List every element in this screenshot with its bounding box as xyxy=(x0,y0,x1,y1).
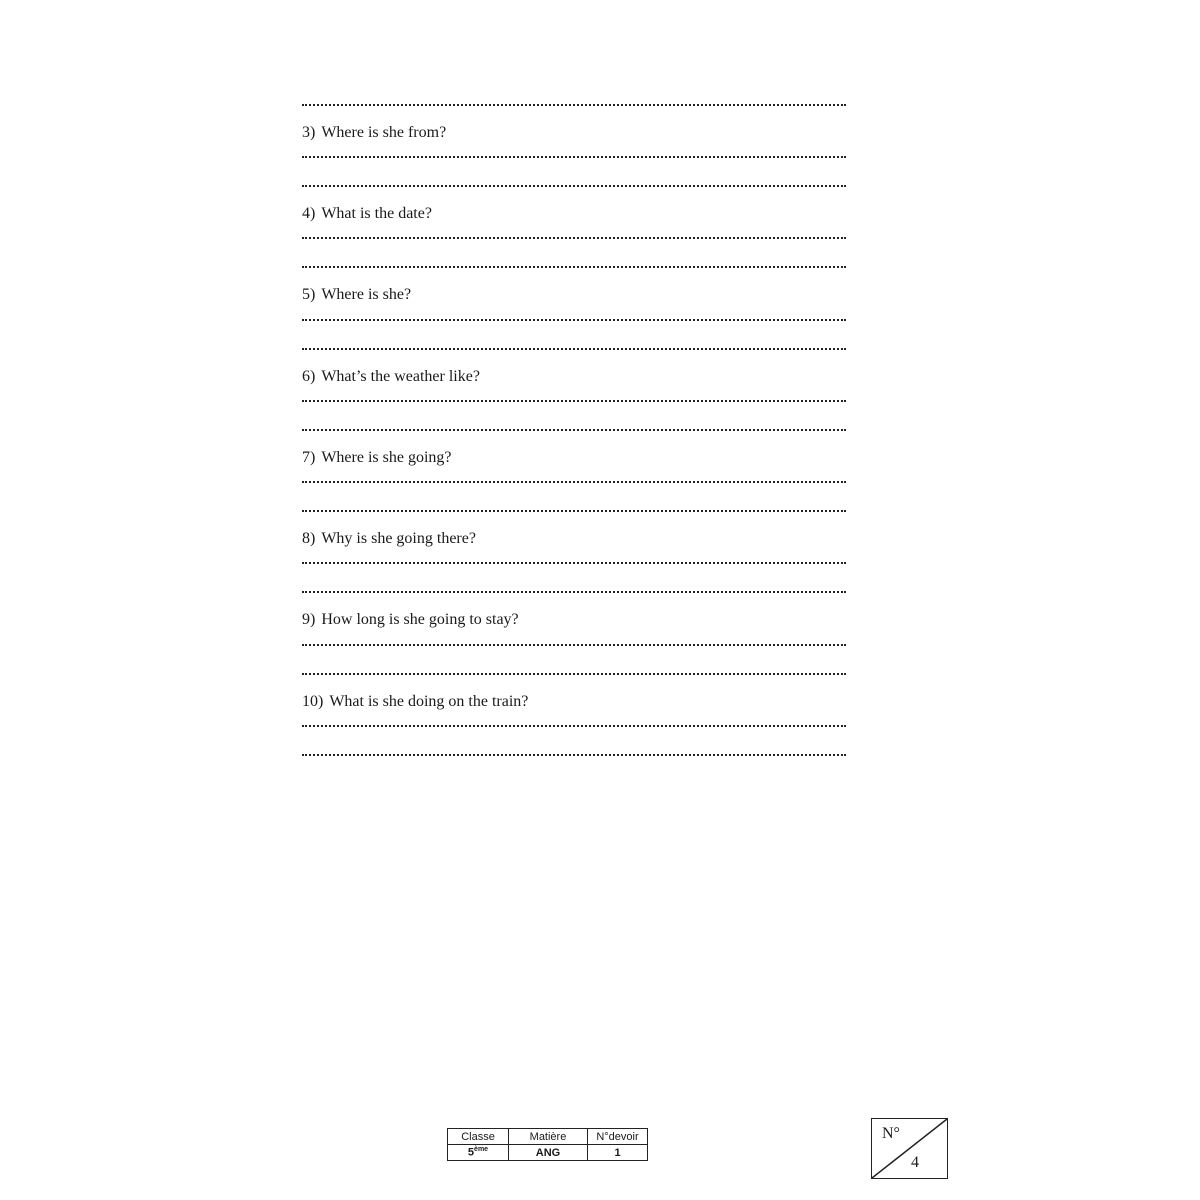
question-9 xyxy=(302,610,519,630)
question-number: 4) xyxy=(302,205,316,222)
header-devoir: N°devoir xyxy=(588,1129,648,1145)
number-value: 4 xyxy=(911,1154,919,1171)
devoir-cell: 1 xyxy=(588,1145,648,1161)
answer-line xyxy=(302,591,846,593)
question-text: Why is she going there? xyxy=(321,530,476,547)
question-number: 3) xyxy=(302,124,316,141)
answer-line xyxy=(302,185,846,187)
answer-line xyxy=(302,319,846,321)
answer-line xyxy=(302,400,846,402)
answer-line xyxy=(302,266,846,268)
question-number: 6) xyxy=(302,368,316,385)
answer-line xyxy=(302,673,846,675)
classe-value: 5 xyxy=(467,1146,475,1159)
question-text: Where is she from? xyxy=(321,124,447,141)
number-label: N° xyxy=(882,1125,900,1142)
table-header-row xyxy=(448,1129,648,1145)
matiere-cell: ANG xyxy=(509,1145,588,1161)
answer-line xyxy=(302,562,846,564)
answer-line xyxy=(302,104,846,106)
question-3 xyxy=(302,123,446,143)
question-number: 8) xyxy=(302,530,316,547)
header-classe: Classe xyxy=(448,1129,509,1145)
question-text: What’s the weather like? xyxy=(321,368,480,385)
answer-line xyxy=(302,725,846,727)
answer-line xyxy=(302,754,846,756)
question-number: 10) xyxy=(302,693,324,710)
question-4 xyxy=(302,204,432,224)
question-8 xyxy=(302,529,476,549)
question-text: Where is she? xyxy=(321,286,412,303)
answer-line xyxy=(302,237,846,239)
question-text: Where is she going? xyxy=(321,449,452,466)
page-number-box xyxy=(871,1118,948,1179)
table-row xyxy=(448,1145,648,1161)
answer-line xyxy=(302,156,846,158)
question-text: What is the date? xyxy=(321,205,432,222)
assignment-info-table xyxy=(447,1128,648,1161)
answer-line xyxy=(302,481,846,483)
question-number: 9) xyxy=(302,611,316,628)
answer-line xyxy=(302,348,846,350)
question-number: 5) xyxy=(302,286,316,303)
classe-superscript: ème xyxy=(474,1146,489,1154)
question-7 xyxy=(302,448,452,468)
question-number: 7) xyxy=(302,449,316,466)
question-text: How long is she going to stay? xyxy=(321,611,519,628)
answer-line xyxy=(302,644,846,646)
answer-line xyxy=(302,510,846,512)
question-5 xyxy=(302,285,411,305)
answer-line xyxy=(302,429,846,431)
header-matiere: Matière xyxy=(509,1129,588,1145)
question-6 xyxy=(302,367,480,387)
question-10 xyxy=(302,692,528,712)
classe-cell xyxy=(448,1145,509,1161)
question-text: What is she doing on the train? xyxy=(329,693,529,710)
